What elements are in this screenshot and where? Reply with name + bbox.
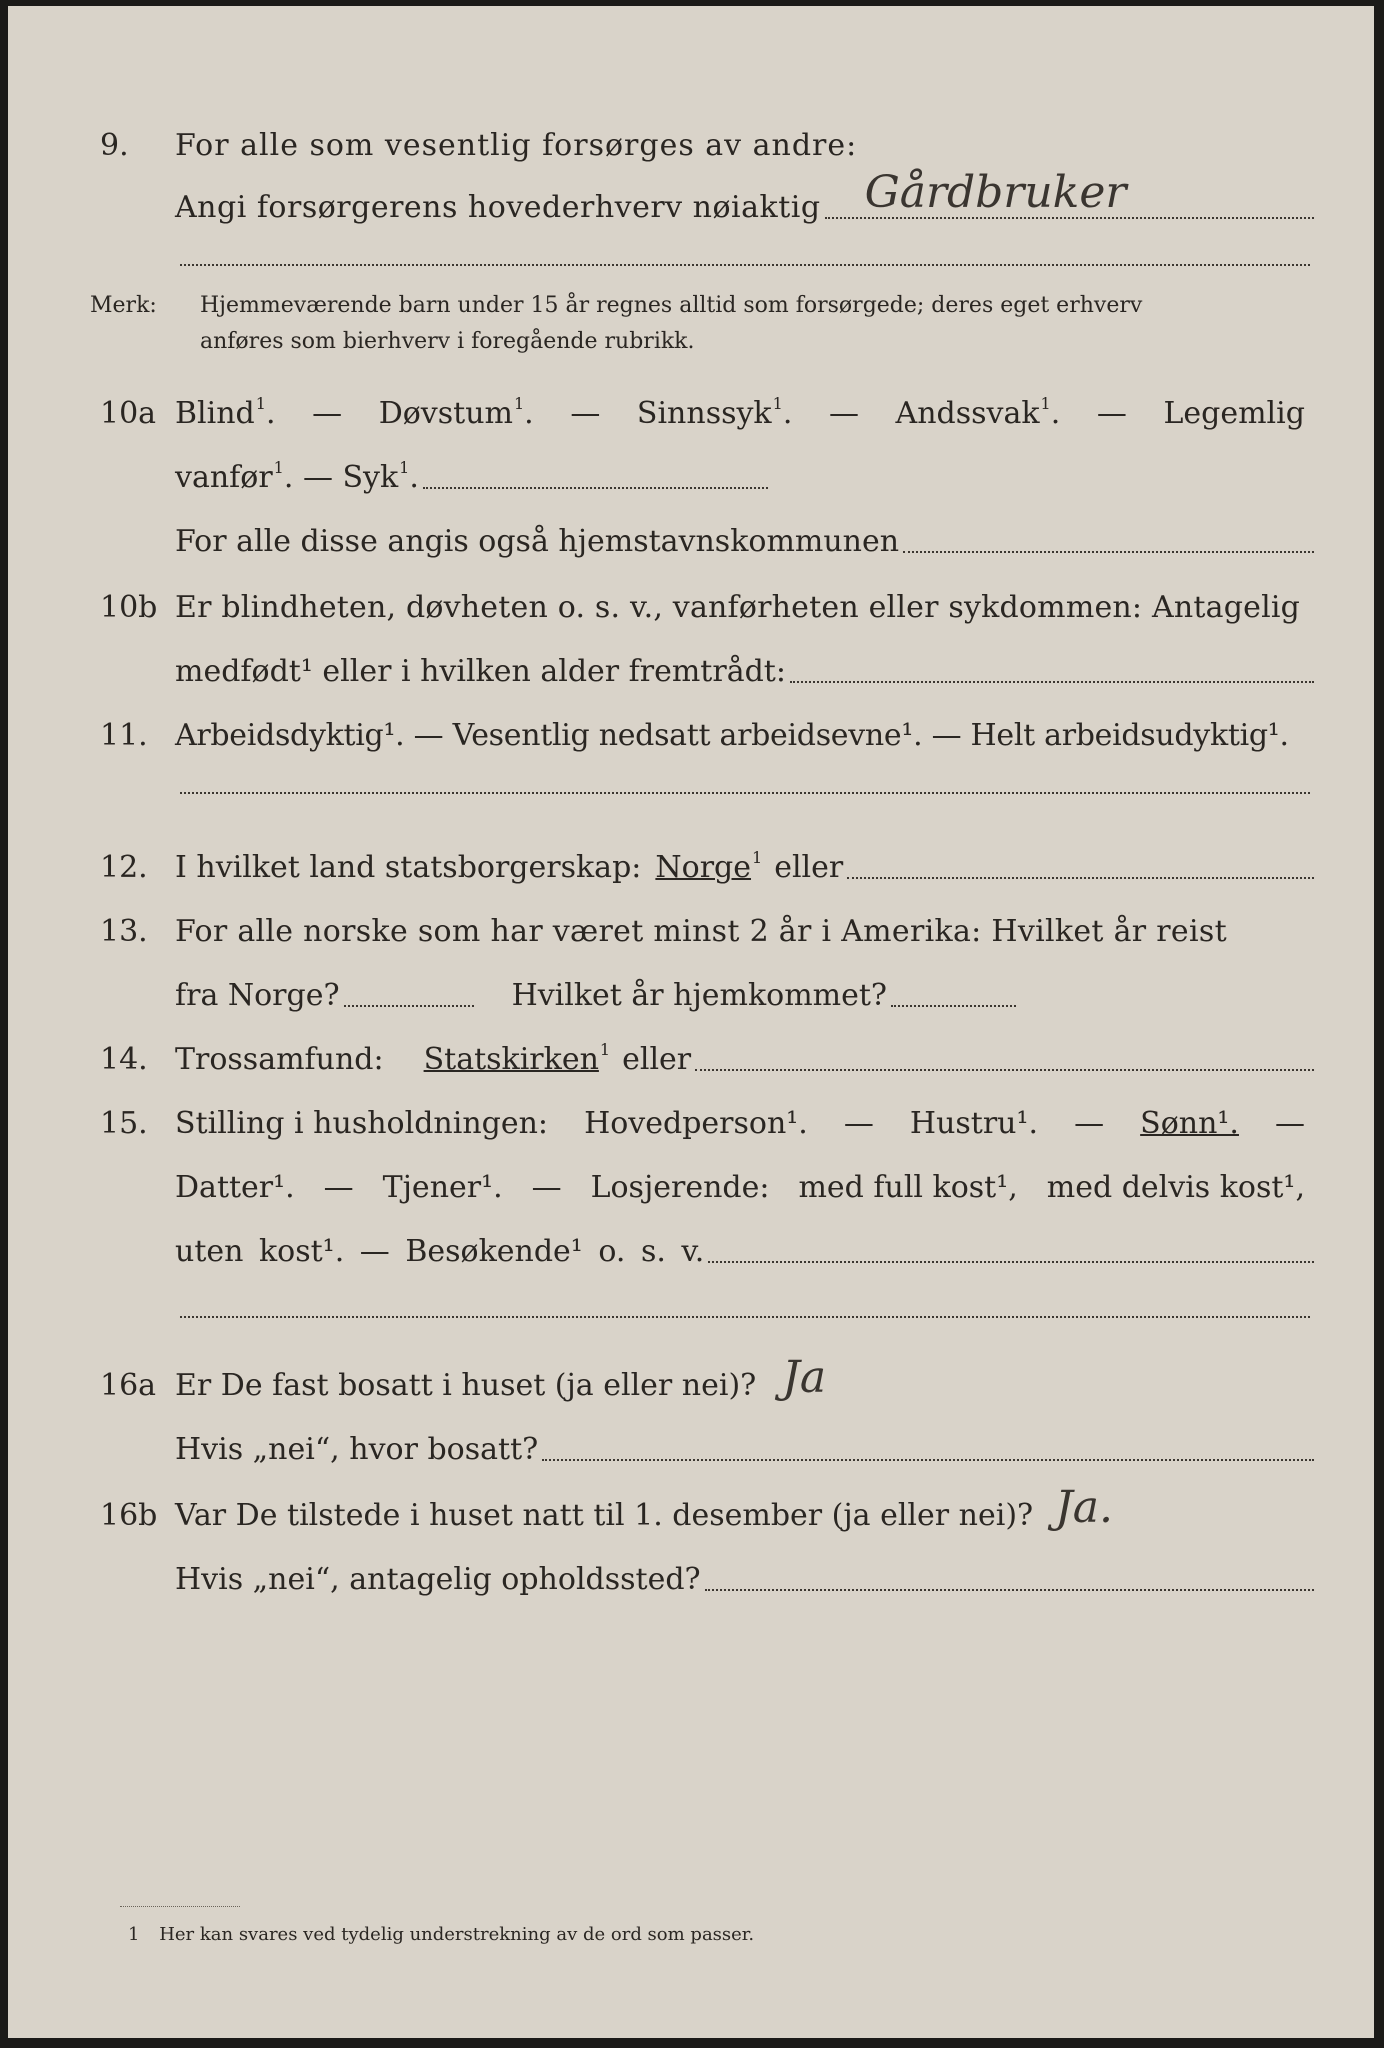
dash: — — [1096, 396, 1127, 431]
dash: — — [323, 1170, 354, 1205]
q15-line3 — [8, 1210, 1374, 1270]
q13-number: 13. — [100, 914, 148, 949]
merk-line1: Hjemmeværende barn under 15 år regnes alltid som forsørgede; deres eget erhverv — [200, 293, 1143, 318]
q16a-number: 16a — [100, 1368, 157, 1403]
option-delvis-kost[interactable]: med delvis kost¹, — [1046, 1170, 1305, 1205]
q16b-line1 — [8, 1474, 1374, 1534]
dash: — — [1074, 1106, 1105, 1141]
q10b-question: Er blindheten, døvheten o. s. v., vanførheten eller sykdommen: Antagelig — [175, 590, 1301, 625]
option-vanfor[interactable]: vanfør$^1$. — [175, 458, 294, 495]
q12-label: I hvilket land statsborgerskap: — [175, 850, 642, 885]
q9-answer-field[interactable] — [825, 167, 1314, 219]
q16b-question: Var De tilstede i huset natt til 1. desember (ja eller nei)? — [175, 1498, 1034, 1533]
census-form-page — [8, 6, 1374, 2038]
hjemstavnskommune-field[interactable] — [903, 551, 1314, 553]
q9-line1 — [8, 104, 1374, 164]
q15-line2 — [8, 1146, 1374, 1206]
merk-line2: anføres som bierhverv i foregående rubrikk. — [200, 329, 695, 354]
option-norge[interactable]: Norge$^1$ — [655, 848, 763, 885]
option-sonn[interactable]: Sønn¹. — [1140, 1106, 1239, 1141]
option-sinnssyk[interactable]: Sinnssyk$^1$. — [636, 394, 793, 431]
q11-extra-line[interactable] — [180, 792, 1310, 794]
q15-options-row2 — [175, 1170, 1305, 1206]
dash: — — [843, 1106, 874, 1141]
q9-number: 9. — [100, 128, 129, 163]
footnote-mark: 1 — [128, 1924, 140, 1945]
dash: — — [531, 1170, 562, 1205]
footnote-divider — [120, 1906, 240, 1907]
q10b-number: 10b — [100, 590, 158, 625]
q9-question: For alle som vesentlig forsørges av andre: — [175, 128, 858, 163]
option-syk[interactable]: — Syk$^1$. — [302, 458, 419, 495]
q9-extra-line[interactable] — [180, 264, 1310, 266]
dash: — — [1275, 1106, 1305, 1141]
option-datter[interactable]: Datter¹. — [175, 1170, 295, 1205]
dash: — — [570, 396, 601, 431]
q16a-question: Er De fast bosatt i huset (ja eller nei)? — [175, 1368, 757, 1403]
q13-question: For alle norske som har været minst 2 år i Amerika: Hvilket år reist — [175, 914, 1227, 949]
q14-number: 14. — [100, 1042, 148, 1077]
q10b-label: medfødt¹ eller i hvilken alder fremtrådt: — [175, 654, 786, 689]
q10a-syk-field[interactable] — [423, 487, 768, 489]
q15-extra-line[interactable] — [180, 1316, 1310, 1318]
q9-handwritten-answer: Gårdbruker — [864, 167, 1127, 218]
q12-eller: eller — [774, 850, 844, 885]
q10b-line1 — [8, 566, 1374, 626]
footnote — [128, 1924, 754, 1945]
q16a-line1 — [8, 1344, 1374, 1404]
q9-line2 — [8, 166, 1374, 226]
q13-reist-field[interactable] — [344, 1005, 474, 1007]
q15-line3-options[interactable]: uten kost¹. — Besøkende¹ o. s. v. — [175, 1234, 705, 1269]
dash: — — [828, 396, 859, 431]
q15-other-field[interactable] — [708, 1261, 1314, 1263]
merk-label: Merk: — [90, 293, 157, 318]
q16b-number: 16b — [100, 1498, 158, 1533]
option-tjener[interactable]: Tjener¹. — [382, 1170, 503, 1205]
q16b-label: Hvis „nei“, antagelig opholdssted? — [175, 1562, 701, 1597]
option-blind[interactable]: Blind$^1$. — [175, 394, 276, 431]
q10b-line2 — [8, 630, 1374, 690]
q16a-residence-field[interactable] — [542, 1459, 1314, 1461]
q15-line1 — [8, 1082, 1374, 1142]
q10a-options — [175, 386, 1305, 432]
q12-country-field[interactable] — [847, 877, 1314, 879]
q15-number: 15. — [100, 1106, 148, 1141]
q12-line1 — [8, 826, 1374, 886]
q10a-line1 — [8, 372, 1374, 432]
q16a-label: Hvis „nei“, hvor bosatt? — [175, 1432, 539, 1467]
q11-options[interactable]: Arbeidsdyktig¹. — Vesentlig nedsatt arbeidsevne¹. — Helt arbeidsudyktig¹. — [175, 718, 1289, 753]
q13-reist-label: fra Norge? — [175, 978, 340, 1013]
option-hovedperson[interactable]: Hovedperson¹. — [584, 1106, 808, 1141]
q16a-handwritten-answer[interactable]: Ja — [782, 1352, 827, 1403]
q16b-stay-field[interactable] — [705, 1589, 1314, 1591]
option-andssvak[interactable]: Andssvak$^1$. — [895, 394, 1061, 431]
q16b-handwritten-answer[interactable]: Ja. — [1055, 1482, 1113, 1533]
losjerende-label: Losjerende: — [590, 1170, 770, 1205]
option-dovstum[interactable]: Døvstum$^1$. — [378, 394, 534, 431]
q9-label: Angi forsørgerens hovederhverv nøiaktig — [175, 190, 821, 225]
q10a-number: 10a — [100, 396, 157, 431]
option-hustru[interactable]: Hustru¹. — [909, 1106, 1039, 1141]
dash: — — [312, 396, 343, 431]
q10a-line2 — [8, 436, 1374, 496]
option-legemlig[interactable]: Legemlig — [1163, 396, 1305, 431]
q14-eller: eller — [622, 1042, 692, 1077]
q11-line1 — [8, 694, 1374, 754]
q16a-line2 — [8, 1408, 1374, 1468]
q15-options-row1 — [175, 1106, 1305, 1142]
q14-label: Trossamfund: — [175, 1042, 384, 1077]
q14-line1 — [8, 1018, 1374, 1078]
q14-faith-field[interactable] — [695, 1069, 1314, 1071]
q15-label: Stilling i husholdningen: — [175, 1106, 549, 1141]
q16b-line2 — [8, 1538, 1374, 1598]
q12-number: 12. — [100, 850, 148, 885]
q13-line1 — [8, 890, 1374, 950]
q13-hjemkommet-label: Hvilket år hjemkommet? — [511, 978, 888, 1013]
q11-number: 11. — [100, 718, 148, 753]
footnote-text: Her kan svares ved tydelig understrekning av de ord som passer. — [159, 1924, 755, 1945]
option-full-kost[interactable]: med full kost¹, — [798, 1170, 1018, 1205]
q10b-age-field[interactable] — [790, 681, 1314, 683]
q10a-line3 — [8, 500, 1374, 560]
option-statskirken[interactable]: Statskirken$^1$ — [423, 1040, 611, 1077]
q10a-hjemstavn-label: For alle disse angis også hjemstavnskommunen — [175, 524, 900, 559]
q13-hjemkommet-field[interactable] — [891, 1005, 1016, 1007]
q13-line2 — [8, 954, 1374, 1014]
